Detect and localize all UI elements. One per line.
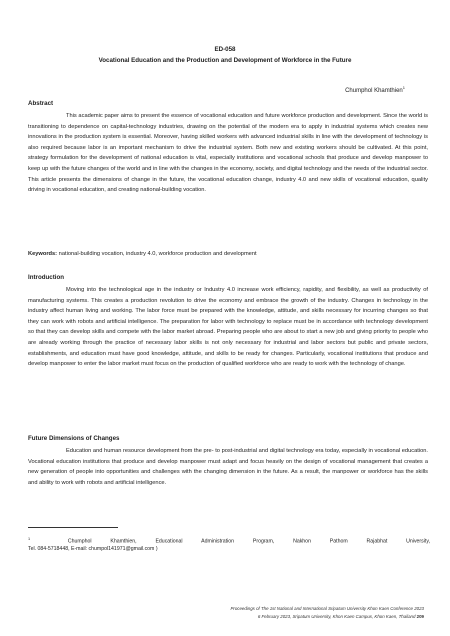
- paper-title: Vocational Education and the Production and Development of Workforce in the Future: [98, 57, 352, 64]
- introduction-text: Moving into the technological age in the industry or Industry 4.0 increase work efficiency, rapidity, and flexibility, as well as productivity of manufacturing systems. This creates a production revolution to drive the economy and embrace the growth of the industry. Changes in technology in the industry affect human living and working. The labor force must be prepared with the knowledge, attitude, and skills necessary for incurring changes so that they can work with robots and artificial intelligence. The preparation for labor with technology to replace must be in accordance with technology development so that they can develop skills and compete with the labor market abroad. Preparing people who are about to start a new job and giving priority to people who are already working through the practice of necessary labor skills is not only necessary for industrial and labor sectors but public and private sectors, establishments, and education must have good knowledge, attitude, and skills to be ready for changes. Particularly, vocational institutions that produce and develop manpower to enter the labor market must focus on the production of qualified workforce who are ready to work with the technology of change.: [28, 287, 428, 368]
- keywords-label: Keywords:: [28, 251, 58, 257]
- author-footnote-mark: 1: [402, 85, 405, 90]
- footnote-contact: Tel. 084-5718448, E-mail: chumpol141971@gmail.com ): [28, 546, 158, 552]
- footnote-divider: [28, 527, 118, 528]
- abstract-heading: Abstract: [28, 100, 54, 107]
- abstract-text: This academic paper aims to present the essence of vocational education and future workforce production and development. Since the world is transitioning to dependence on capital-technology industries, drawing on the potential of the modern era to apply in industrial systems which creates new innovations in the production system is essential. Moreover, having skilled workers with advanced industrial skills in line with the development of technology is also required because labor is an important mechanism to drive the industrial system. Both new and existing workers should be cultivated. At this point, strategy formulation for the development of national education is vital, especially institutions and vocational schools that produce and develop manpower to keep up with the future changes of the world and in line with the changes in the economy, society, and digital technology and the needs of the industrial sector. This article presents the dimensions of change in the future, the vocational education change, industry 4.0 and new skills of vocational education, quality driving in vocational education, and creating national-building vocation.: [28, 113, 428, 194]
- introduction-heading: Introduction: [28, 274, 65, 281]
- proceedings-line-2: [258, 613, 424, 620]
- future-dimensions-heading: Future Dimensions of Changes: [28, 435, 120, 442]
- footnote-mark: 1: [28, 537, 31, 541]
- page-number: 209: [416, 614, 424, 619]
- paper-code: ED-058: [214, 46, 236, 53]
- author-line: [345, 85, 405, 94]
- future-dimensions-text: Education and human resource development from the pre- to post-industrial and digital technology era today, especially in vocational education. Vocational education institutions that produce and develop manpower must adapt and focus heavily on the design of vocational management that creates a new generation of people into opportunities and challenges with the changing dimension in the future. As a result, the manpower or workforce has the skills and ability to work with robots and artificial intelligence.: [28, 448, 428, 486]
- footnote-affiliation-text: Chumphol Khamthien, Educational Administration Program, Nakhon Pathom Rajabhat University,: [67, 538, 430, 545]
- author-name: Chumphol Khamthien: [345, 88, 403, 94]
- keywords-text: national-building vocation, industry 4.0, workforce production and development: [58, 251, 257, 257]
- keywords-line: [28, 249, 428, 260]
- proceedings-venue: 6 February 2023, Sripatum University, Khon Kaen Campus, Khon Kaen, Thailand: [257, 614, 416, 619]
- proceedings-line-1: Proceedings of The 1st National and International Sripatum University Khon Kaen Conference 2023: [230, 606, 424, 611]
